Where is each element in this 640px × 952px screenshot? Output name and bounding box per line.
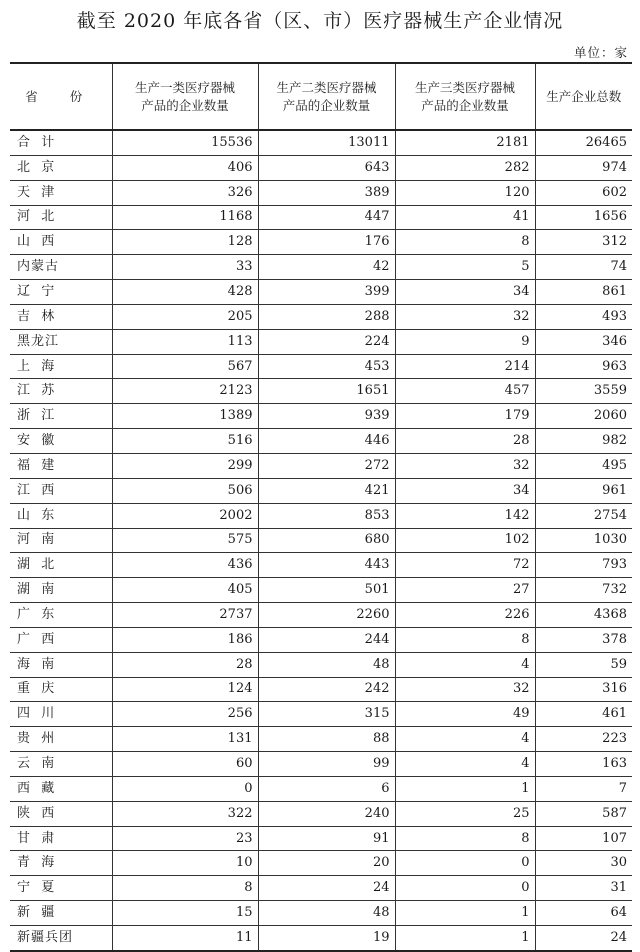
class-1-count-cell: 1389 — [112, 404, 258, 429]
table-row — [10, 851, 632, 876]
class-2-count-cell: 939 — [258, 404, 395, 429]
total-count-cell: 64 — [535, 901, 632, 926]
class-1-count-cell: 506 — [112, 478, 258, 503]
class-3-count-cell: 41 — [395, 205, 535, 230]
total-count-cell: 163 — [535, 752, 632, 777]
table-row — [10, 230, 632, 255]
class-1-count-cell: 10 — [112, 851, 258, 876]
table-row — [10, 304, 632, 329]
unit-label: 单位：家 — [573, 45, 628, 60]
class-3-count-cell: 28 — [395, 429, 535, 454]
total-count-cell: 316 — [535, 677, 632, 702]
class-2-count-cell: 20 — [258, 851, 395, 876]
class-1-count-cell: 186 — [112, 627, 258, 652]
class-2-count-cell: 399 — [258, 280, 395, 305]
class-2-count-cell: 240 — [258, 801, 395, 826]
class-1-count-cell: 113 — [112, 329, 258, 354]
class-2-count-cell: 48 — [258, 901, 395, 926]
province-cell: 江 西 — [10, 478, 112, 503]
total-count-cell: 1656 — [535, 205, 632, 230]
table-row — [10, 404, 632, 429]
table-row — [10, 453, 632, 478]
table-row — [10, 354, 632, 379]
class-2-count-cell: 242 — [258, 677, 395, 702]
table-row — [10, 280, 632, 305]
class-1-count-cell: 11 — [112, 926, 258, 951]
class-2-count-cell: 680 — [258, 528, 395, 553]
class-3-count-cell: 1 — [395, 926, 535, 951]
class-3-count-cell: 25 — [395, 801, 535, 826]
class-3-count-cell: 5 — [395, 255, 535, 280]
class-2-count-cell: 48 — [258, 652, 395, 677]
class-3-count-cell: 34 — [395, 478, 535, 503]
class-2-count-cell: 288 — [258, 304, 395, 329]
province-cell: 合 计 — [10, 130, 112, 155]
class-3-count-cell: 8 — [395, 230, 535, 255]
class-2-count-cell: 244 — [258, 627, 395, 652]
class-2-count-cell: 447 — [258, 205, 395, 230]
class-3-count-cell: 4 — [395, 752, 535, 777]
class-1-count-cell: 322 — [112, 801, 258, 826]
province-cell: 河 北 — [10, 205, 112, 230]
table-row — [10, 429, 632, 454]
class-2-count-cell: 446 — [258, 429, 395, 454]
province-cell: 山 东 — [10, 503, 112, 528]
header-province: 省 份 — [10, 63, 112, 130]
province-cell: 浙 江 — [10, 404, 112, 429]
total-count-cell: 961 — [535, 478, 632, 503]
total-count-cell: 7 — [535, 776, 632, 801]
table-row — [10, 926, 632, 951]
class-3-count-cell: 32 — [395, 453, 535, 478]
class-2-count-cell: 443 — [258, 553, 395, 578]
class-1-count-cell: 15 — [112, 901, 258, 926]
class-3-count-cell: 142 — [395, 503, 535, 528]
province-cell: 河 南 — [10, 528, 112, 553]
class-2-count-cell: 389 — [258, 180, 395, 205]
table-row — [10, 155, 632, 180]
class-1-count-cell: 124 — [112, 677, 258, 702]
total-count-cell: 2754 — [535, 503, 632, 528]
total-count-cell: 495 — [535, 453, 632, 478]
class-3-count-cell: 102 — [395, 528, 535, 553]
total-count-cell: 3559 — [535, 379, 632, 404]
page-title: 截至 2020 年底各省（区、市）医疗器械生产企业情况 — [76, 10, 564, 32]
class-1-count-cell: 8 — [112, 876, 258, 901]
total-count-cell: 982 — [535, 429, 632, 454]
data-table — [10, 62, 632, 952]
table-row — [10, 876, 632, 901]
table-row — [10, 727, 632, 752]
province-cell: 西 藏 — [10, 776, 112, 801]
class-3-count-cell: 49 — [395, 702, 535, 727]
class-1-count-cell: 2737 — [112, 603, 258, 628]
class-3-count-cell: 4 — [395, 727, 535, 752]
class-1-count-cell: 33 — [112, 255, 258, 280]
class-3-count-cell: 282 — [395, 155, 535, 180]
table-row — [10, 503, 632, 528]
class-2-count-cell: 224 — [258, 329, 395, 354]
table-row — [10, 205, 632, 230]
total-count-cell: 312 — [535, 230, 632, 255]
province-cell: 青 海 — [10, 851, 112, 876]
total-count-cell: 1030 — [535, 528, 632, 553]
class-3-count-cell: 27 — [395, 578, 535, 603]
class-3-count-cell: 226 — [395, 603, 535, 628]
class-2-count-cell: 272 — [258, 453, 395, 478]
province-cell: 北 京 — [10, 155, 112, 180]
total-count-cell: 378 — [535, 627, 632, 652]
province-cell: 福 建 — [10, 453, 112, 478]
table-row — [10, 578, 632, 603]
table-row — [10, 528, 632, 553]
class-3-count-cell: 8 — [395, 627, 535, 652]
class-1-count-cell: 0 — [112, 776, 258, 801]
total-count-cell: 26465 — [535, 130, 632, 155]
total-count-cell: 346 — [535, 329, 632, 354]
province-cell: 海 南 — [10, 652, 112, 677]
class-1-count-cell: 256 — [112, 702, 258, 727]
table-row-total — [10, 130, 632, 155]
class-3-count-cell: 214 — [395, 354, 535, 379]
class-1-count-cell: 299 — [112, 453, 258, 478]
class-2-count-cell: 6 — [258, 776, 395, 801]
table-row — [10, 553, 632, 578]
total-count-cell: 223 — [535, 727, 632, 752]
class-1-count-cell: 575 — [112, 528, 258, 553]
province-cell: 云 南 — [10, 752, 112, 777]
class-1-count-cell: 2002 — [112, 503, 258, 528]
class-3-count-cell: 34 — [395, 280, 535, 305]
class-2-count-cell: 99 — [258, 752, 395, 777]
province-cell: 甘 肃 — [10, 826, 112, 851]
province-cell: 新疆兵团 — [10, 926, 112, 951]
header-row — [10, 63, 632, 130]
total-count-cell: 793 — [535, 553, 632, 578]
total-count-cell: 974 — [535, 155, 632, 180]
class-2-count-cell: 853 — [258, 503, 395, 528]
class-3-count-cell: 120 — [395, 180, 535, 205]
total-count-cell: 493 — [535, 304, 632, 329]
province-cell: 四 川 — [10, 702, 112, 727]
class-3-count-cell: 179 — [395, 404, 535, 429]
class-3-count-cell: 1 — [395, 776, 535, 801]
table-row — [10, 180, 632, 205]
table-body — [10, 130, 632, 951]
table-row — [10, 329, 632, 354]
class-2-count-cell: 42 — [258, 255, 395, 280]
province-cell: 天 津 — [10, 180, 112, 205]
province-cell: 江 苏 — [10, 379, 112, 404]
table-row — [10, 603, 632, 628]
table-row — [10, 801, 632, 826]
class-1-count-cell: 1168 — [112, 205, 258, 230]
table-row — [10, 677, 632, 702]
province-cell: 广 西 — [10, 627, 112, 652]
total-count-cell: 861 — [535, 280, 632, 305]
table-row — [10, 776, 632, 801]
class-1-count-cell: 2123 — [112, 379, 258, 404]
province-cell: 山 西 — [10, 230, 112, 255]
table-row — [10, 702, 632, 727]
province-cell: 贵 州 — [10, 727, 112, 752]
class-3-count-cell: 32 — [395, 304, 535, 329]
total-count-cell: 59 — [535, 652, 632, 677]
province-cell: 广 东 — [10, 603, 112, 628]
class-3-count-cell: 4 — [395, 652, 535, 677]
class-3-count-cell: 457 — [395, 379, 535, 404]
class-1-count-cell: 516 — [112, 429, 258, 454]
class-3-count-cell: 9 — [395, 329, 535, 354]
class-3-count-cell: 72 — [395, 553, 535, 578]
table-row — [10, 652, 632, 677]
class-3-count-cell: 32 — [395, 677, 535, 702]
class-1-count-cell: 567 — [112, 354, 258, 379]
total-count-cell: 30 — [535, 851, 632, 876]
class-3-count-cell: 1 — [395, 901, 535, 926]
class-2-count-cell: 421 — [258, 478, 395, 503]
class-1-count-cell: 326 — [112, 180, 258, 205]
total-count-cell: 31 — [535, 876, 632, 901]
class-1-count-cell: 205 — [112, 304, 258, 329]
class-2-count-cell: 643 — [258, 155, 395, 180]
table-row — [10, 826, 632, 851]
class-2-count-cell: 88 — [258, 727, 395, 752]
total-count-cell: 732 — [535, 578, 632, 603]
class-3-count-cell: 0 — [395, 876, 535, 901]
table-row — [10, 255, 632, 280]
class-1-count-cell: 28 — [112, 652, 258, 677]
province-cell: 吉 林 — [10, 304, 112, 329]
class-2-count-cell: 501 — [258, 578, 395, 603]
province-cell: 安 徽 — [10, 429, 112, 454]
table-row — [10, 752, 632, 777]
total-count-cell: 963 — [535, 354, 632, 379]
class-2-count-cell: 315 — [258, 702, 395, 727]
class-1-count-cell: 405 — [112, 578, 258, 603]
province-cell: 湖 北 — [10, 553, 112, 578]
province-cell: 重 庆 — [10, 677, 112, 702]
province-cell: 宁 夏 — [10, 876, 112, 901]
class-1-count-cell: 131 — [112, 727, 258, 752]
header-class-3: 生产三类医疗器械 产品的企业数量 — [395, 63, 535, 130]
total-count-cell: 74 — [535, 255, 632, 280]
province-cell: 辽 宁 — [10, 280, 112, 305]
province-cell: 上 海 — [10, 354, 112, 379]
class-1-count-cell: 23 — [112, 826, 258, 851]
total-count-cell: 107 — [535, 826, 632, 851]
total-count-cell: 461 — [535, 702, 632, 727]
province-cell: 湖 南 — [10, 578, 112, 603]
province-cell: 陕 西 — [10, 801, 112, 826]
class-1-count-cell: 406 — [112, 155, 258, 180]
class-1-count-cell: 428 — [112, 280, 258, 305]
total-count-cell: 4368 — [535, 603, 632, 628]
class-2-count-cell: 13011 — [258, 130, 395, 155]
total-count-cell: 24 — [535, 926, 632, 951]
table-row — [10, 478, 632, 503]
class-1-count-cell: 436 — [112, 553, 258, 578]
class-2-count-cell: 1651 — [258, 379, 395, 404]
province-cell: 内蒙古 — [10, 255, 112, 280]
header-class-2: 生产二类医疗器械 产品的企业数量 — [258, 63, 395, 130]
province-cell: 新 疆 — [10, 901, 112, 926]
class-3-count-cell: 8 — [395, 826, 535, 851]
table-row — [10, 627, 632, 652]
class-1-count-cell: 15536 — [112, 130, 258, 155]
province-cell: 黑龙江 — [10, 329, 112, 354]
class-1-count-cell: 128 — [112, 230, 258, 255]
total-count-cell: 2060 — [535, 404, 632, 429]
class-2-count-cell: 91 — [258, 826, 395, 851]
total-count-cell: 587 — [535, 801, 632, 826]
class-2-count-cell: 2260 — [258, 603, 395, 628]
class-3-count-cell: 0 — [395, 851, 535, 876]
class-2-count-cell: 176 — [258, 230, 395, 255]
class-2-count-cell: 19 — [258, 926, 395, 951]
class-2-count-cell: 453 — [258, 354, 395, 379]
class-1-count-cell: 60 — [112, 752, 258, 777]
table-row — [10, 379, 632, 404]
class-2-count-cell: 24 — [258, 876, 395, 901]
header-total: 生产企业总数 — [535, 63, 632, 130]
class-3-count-cell: 2181 — [395, 130, 535, 155]
total-count-cell: 602 — [535, 180, 632, 205]
header-class-1: 生产一类医疗器械 产品的企业数量 — [112, 63, 258, 130]
table-row — [10, 901, 632, 926]
